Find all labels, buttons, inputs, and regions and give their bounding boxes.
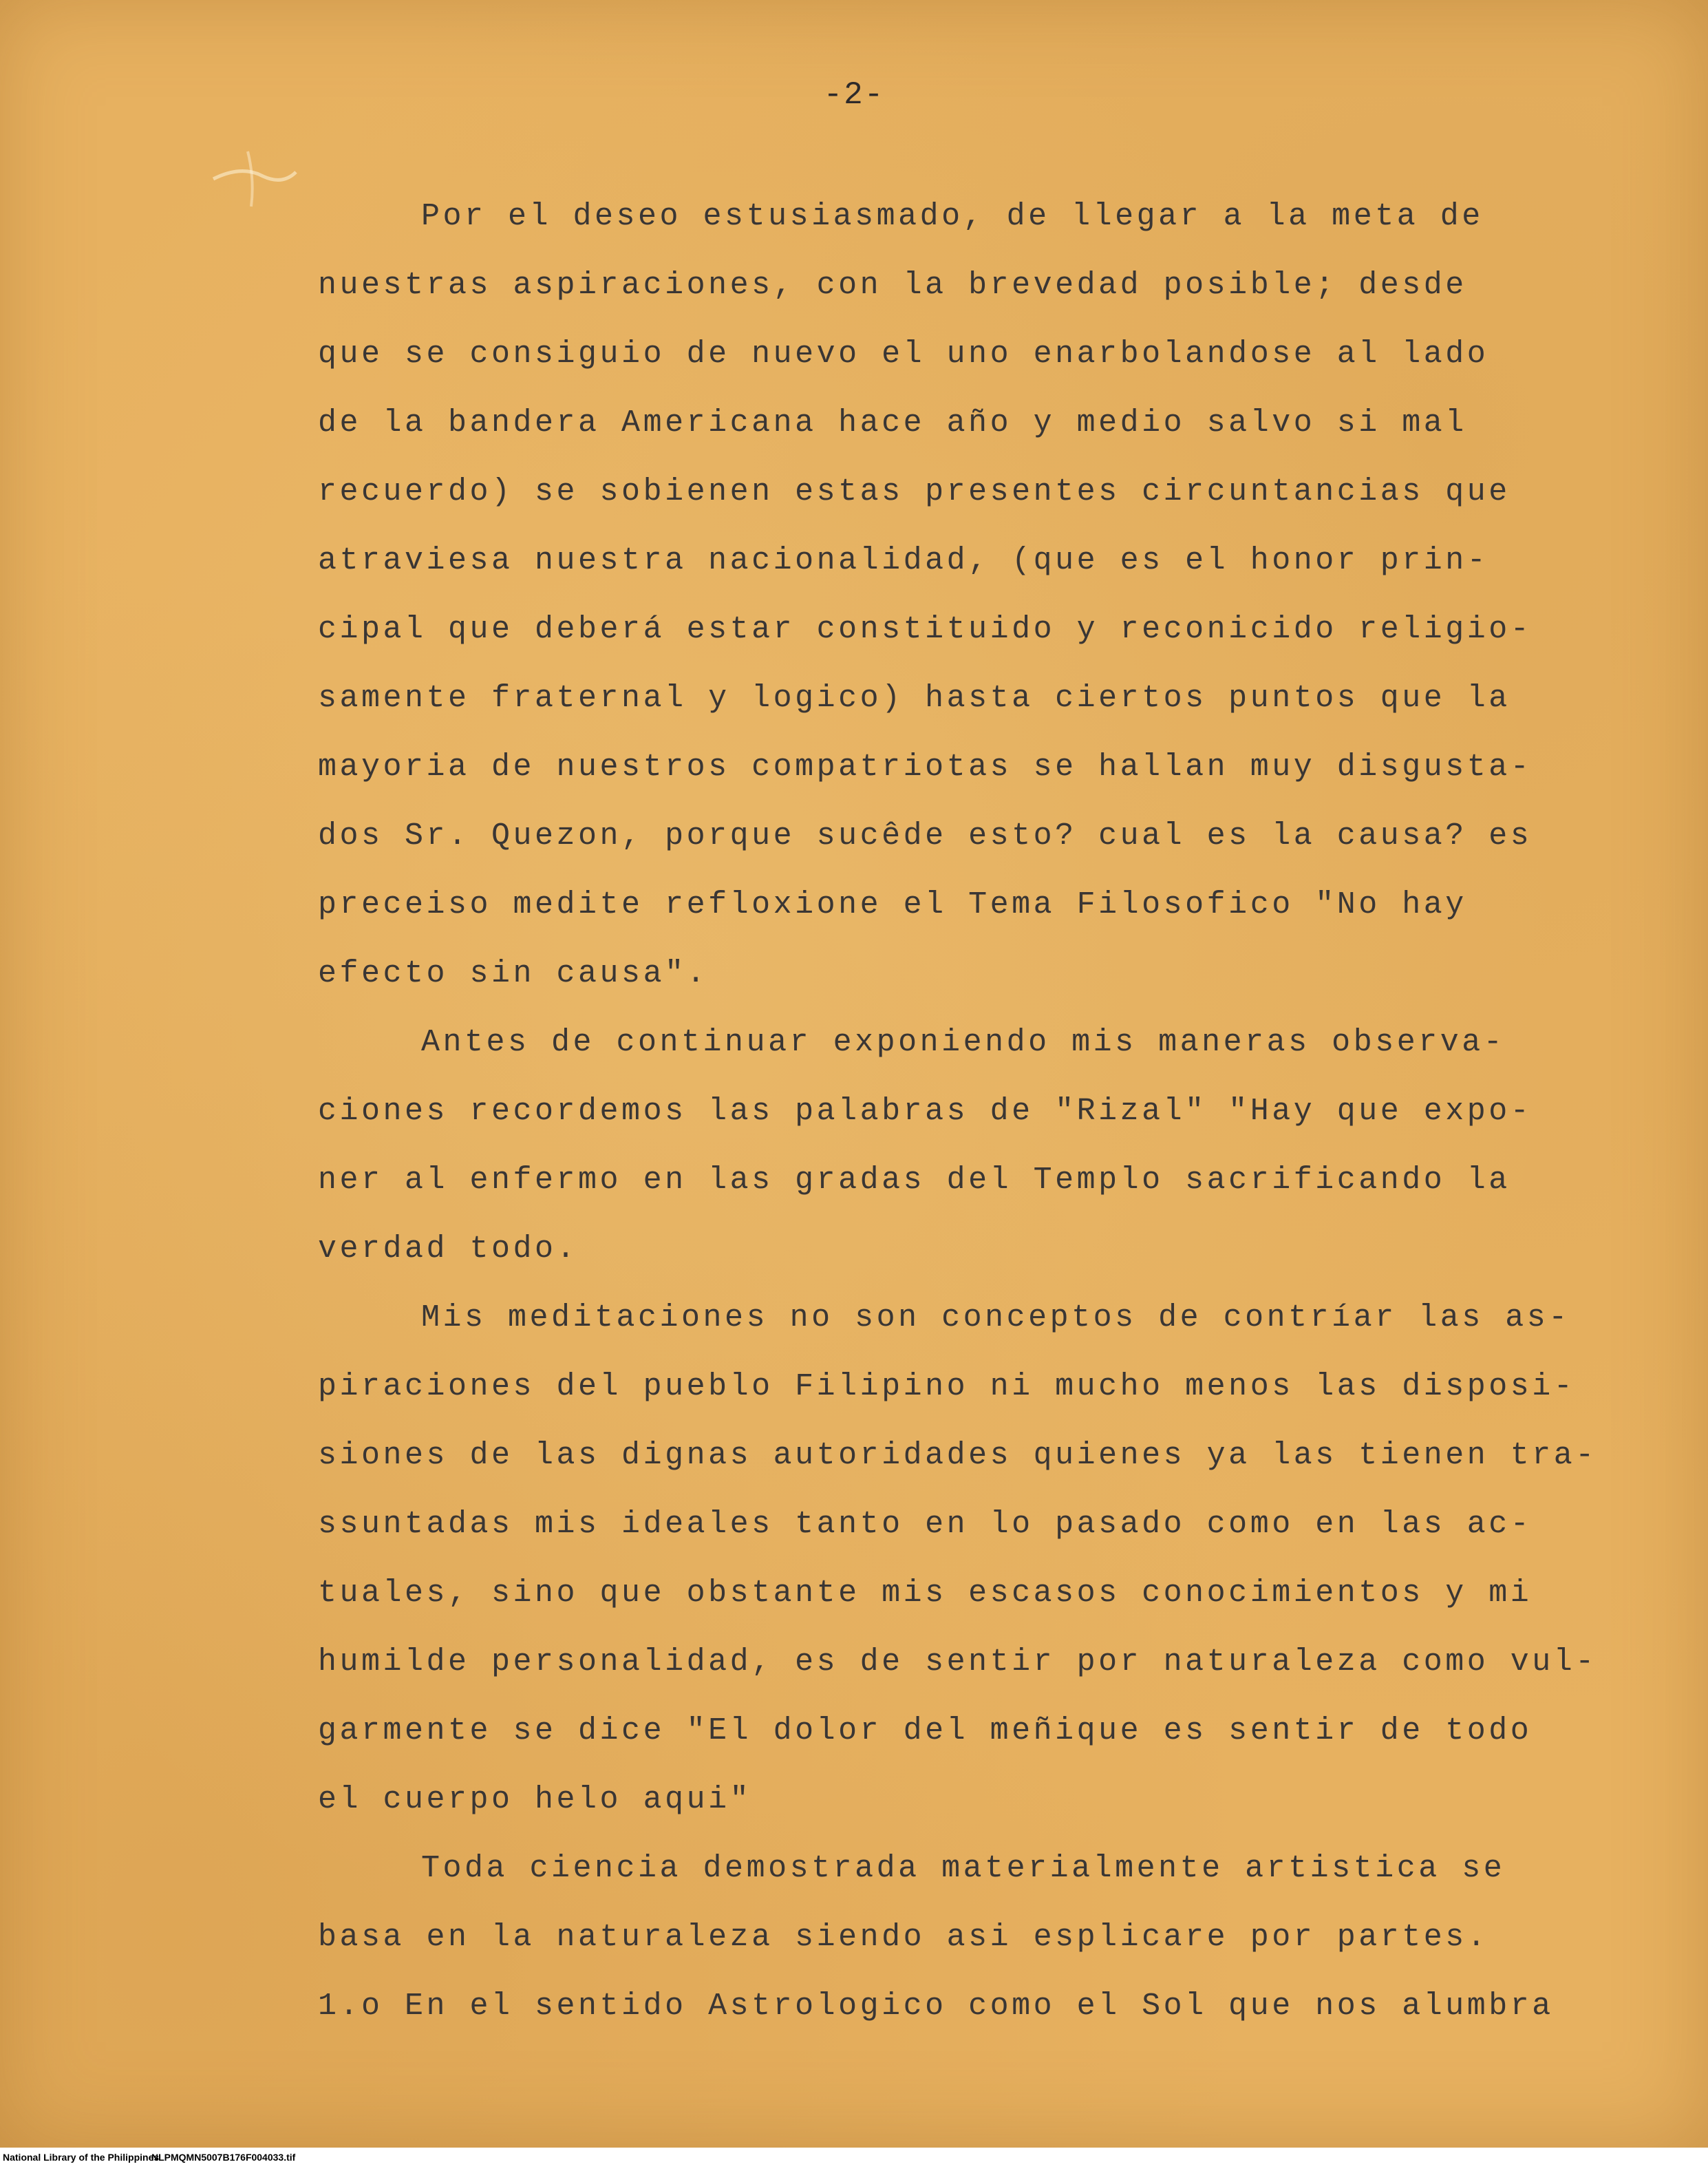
text-line: efecto sin causa". [318,956,709,991]
paragraph-1 [318,182,1543,1008]
paragraph-2 [318,1008,1543,1284]
text-line: Antes de continuar exponiendo mis maneras observa- [421,1025,1506,1060]
text-line: Por el deseo estusiasmado, de llegar a la meta de [421,199,1484,234]
text-line: tuales, sino que obstante mis escasos conocimientos y mi [318,1576,1533,1611]
text-line: el cuerpo helo aqui" [318,1782,752,1817]
text-line: ner al enfermo en las gradas del Templo sacrificando la [318,1163,1510,1198]
scan-footer [0,2148,1708,2171]
text-line: preceiso medite refloxione el Tema Filosofico "No hay [318,887,1467,922]
letter-body [318,182,1597,2041]
text-line: recuerdo) se sobienen estas presentes circuntancias que [318,474,1510,509]
text-line: mayoria de nuestros compatriotas se hallan muy disgusta- [318,750,1533,785]
text-line: verdad todo. [318,1231,579,1267]
text-line: humilde personalidad, es de sentir por naturaleza como vul- [318,1644,1597,1680]
text-line: cipal que deberá estar constituido y reconicido religio- [318,612,1533,647]
text-line: Toda ciencia demostrada materialmente artistica se [421,1851,1506,1886]
text-line: ssuntadas mis ideales tanto en lo pasado como en las ac- [318,1507,1533,1542]
text-line: 1.o En el sentido Astrologico como el Sol que nos alumbra [318,1989,1554,2024]
text-line: Mis meditaciones no son conceptos de contríar las as- [421,1300,1570,1335]
text-line: siones de las dignas autoridades quienes ya las tienen tra- [318,1438,1597,1473]
text-line: ciones recordemos las palabras de "Rizal" "Hay que expo- [318,1094,1533,1129]
text-line: basa en la naturaleza siendo asi esplicare por partes. [318,1920,1489,1955]
footer-file-id: NLPMQMN5007B176F004033.tif [151,2152,296,2163]
text-line: nuestras aspiraciones, con la brevedad posible; desde [318,268,1467,303]
text-line: samente fraternal y logico) hasta ciertos puntos que la [318,681,1510,716]
paper-crease-mark [206,138,303,220]
footer-institution: National Library of the Philippines [3,2152,160,2163]
text-line: dos Sr. Quezon, porque sucêde esto? cual es la causa? es [318,818,1533,854]
page-number: -2- [823,77,885,113]
text-line: que se consiguio de nuevo el uno enarbolandose al lado [318,337,1489,372]
text-line: piraciones del pueblo Filipino ni mucho menos las disposi- [318,1369,1576,1404]
text-line: garmente se dice "El dolor del meñique es sentir de todo [318,1713,1533,1748]
paragraph-4 [318,1834,1554,2041]
text-line: atraviesa nuestra nacionalidad, (que es el honor prin- [318,543,1489,578]
paragraph-3 [318,1284,1597,1834]
text-line: de la bandera Americana hace año y medio salvo si mal [318,405,1467,441]
